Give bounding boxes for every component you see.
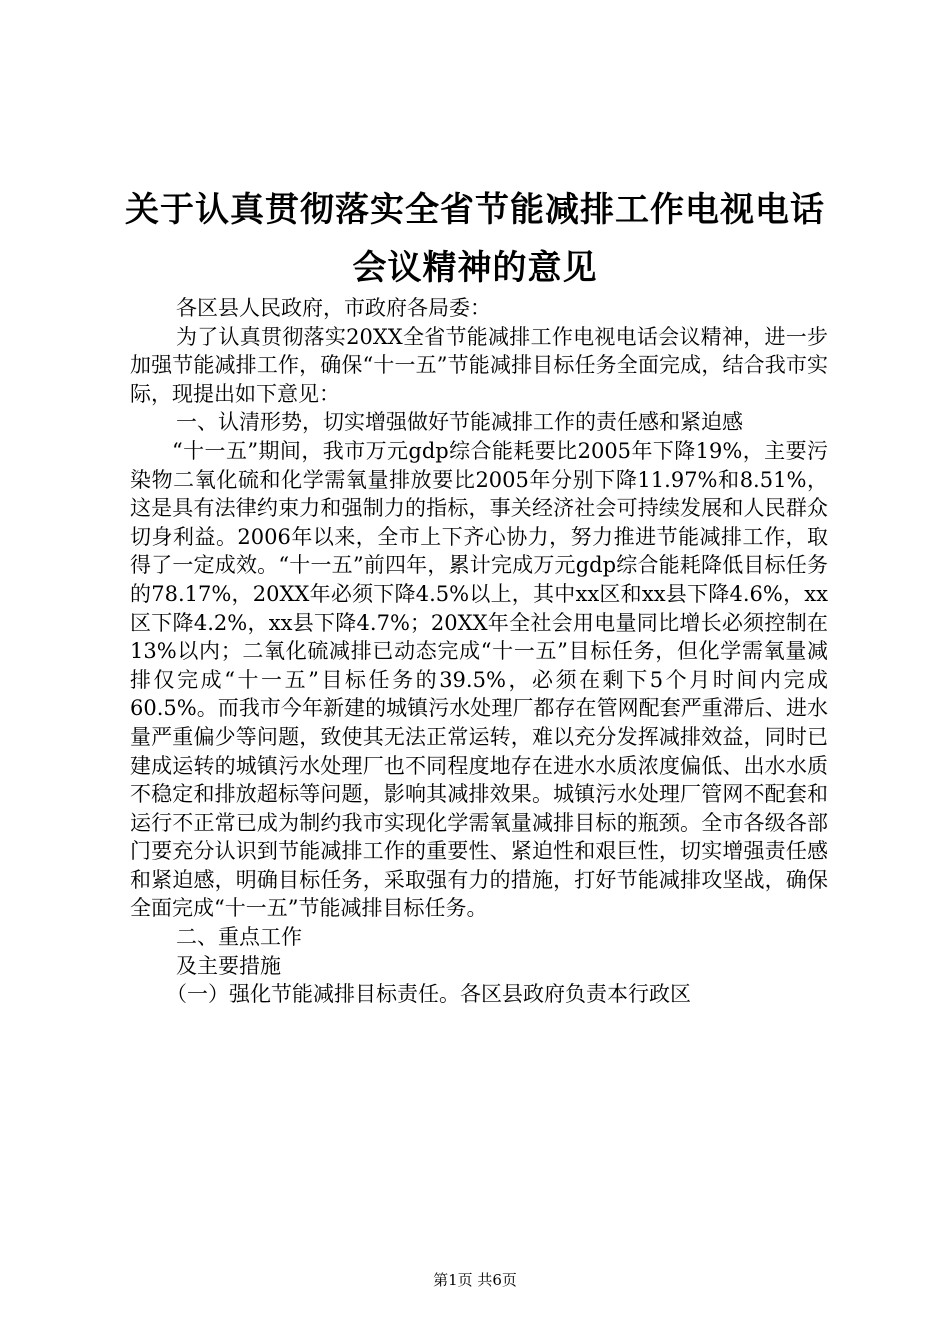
- document-title-line-2: 会议精神的意见: [352, 248, 598, 288]
- item-1-paragraph: （一）强化节能减排目标责任。各区县政府负责本行政区: [166, 982, 691, 1007]
- section-1-body: “十一五”期间，我市万元gdp综合能耗要比2005年下降19%，主要污染物二氧化硫和化学需氧量排放要比2005年分别下降11.97%和8.51%，这是具有法律约束力和强制力的指标，事关经济社会可持续发展和人民群众切身利益。2006年以来，全市上下齐心协力，努力推进节能减排工作，取得了一定成效。“十一五”前四年，累计完成万元gdp综合能耗降低目标任务的78.17%，20XX年必须下降4.5%以上，其中xx区和xx县下降4.6%，xx区下降4.2%，xx县下降4.7%；20XX年全社会用电量同比增长必须控制在13%以内；二氧化硫减排已动态完成“十一五”目标任务，但化学需氧量减排仅完成“十一五”目标任务的39.5%，必须在剩下5个月时间内完成60.5%。而我市今年新建的城镇污水处理厂都存在管网配套严重滞后、进水量严重偏少等问题，致使其无法正常运转，难以充分发挥减排效益，同时已建成运转的城镇污水处理厂也不同程度地存在进水水质浓度偏低、出水水质不稳定和排放超标等问题，影响其减排效果。城镇污水处理厂管网不配套和运行不正常已成为制约我市实现化学需氧量减排目标的瓶颈。全市各级各部门要充分认识到节能减排工作的重要性、紧迫性和艰巨性，切实增强责任感和紧迫感，明确目标任务，采取强有力的措施，打好节能减排攻坚战，确保全面完成“十一五”节能减排目标任务。: [130, 438, 828, 921]
- section-2-heading-part-b: 及主要措施: [176, 953, 281, 978]
- section-2-heading-part-a: 二、重点工作: [176, 925, 302, 950]
- document-body: [130, 294, 828, 1009]
- document-title-line-1: 关于认真贯彻落实全省节能减排工作电视电话: [125, 190, 825, 230]
- intro-paragraph: 为了认真贯彻落实20XX全省节能减排工作电视电话会议精神，进一步加强节能减排工作，确保“十一五”节能减排目标任务全面完成，结合我市实际，现提出如下意见：: [130, 324, 828, 406]
- page-footer: 第1页 共6页: [433, 1271, 517, 1289]
- salutation: 各区县人民政府，市政府各局委：: [176, 296, 491, 320]
- section-1-heading: 一、认清形势，切实增强做好节能减排工作的责任感和紧迫感: [176, 410, 743, 435]
